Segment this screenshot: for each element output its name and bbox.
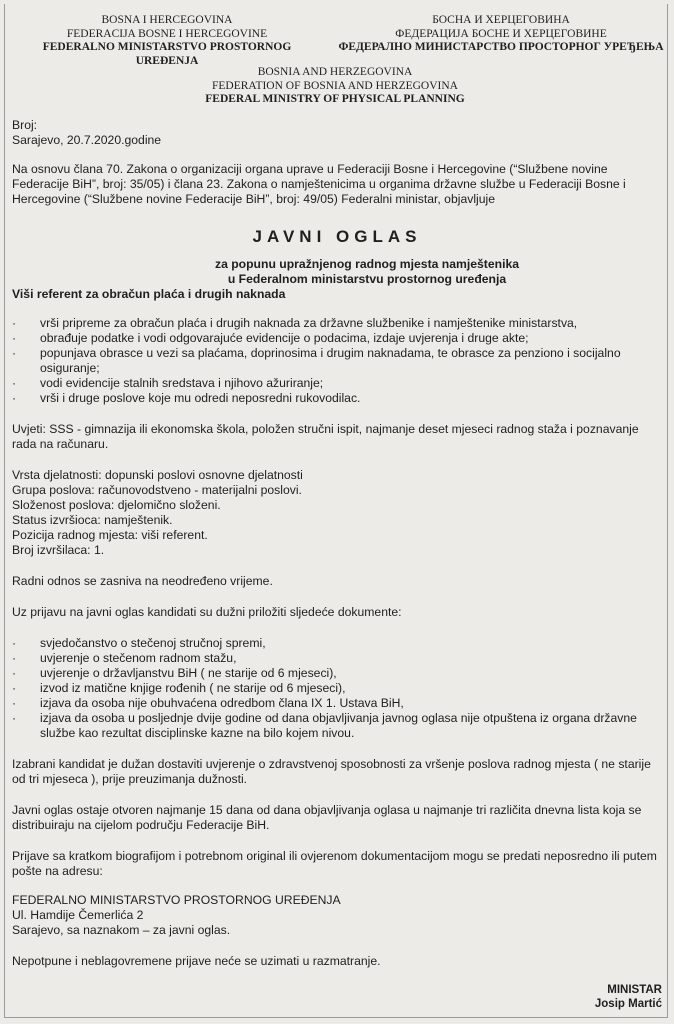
documents-list — [12, 636, 662, 741]
health-paragraph: Izabrani kandidat je dužan dostaviti uvjerenje o zdravstvenoj sposobnosti za vršenje poslova radnog mjesta ( ne starije od tri mjeseca ), prije preuzimanja dužnosti. — [12, 757, 651, 786]
doc-number: Broj: — [12, 118, 38, 132]
list-item — [12, 666, 662, 681]
signature-title: MINISTAR — [607, 984, 662, 996]
header-left-line-3: FEDERALNO MINISTARSTVO PROSTORNOG UREĐENJA — [42, 41, 292, 67]
document-text: svjedočanstvo o stečenoj stručnoj spremi, — [40, 636, 266, 650]
document-text: izvod iz matične knjige rođenih ( ne starije od 6 mjeseci), — [40, 681, 346, 695]
bullet-icon: · — [12, 696, 17, 710]
signature-name: Josip Martić — [594, 998, 662, 1010]
bullet-icon: · — [12, 316, 17, 330]
list-item — [12, 346, 662, 376]
bullet-icon: · — [12, 391, 17, 405]
duty-text: vrši i druge poslove koje mu odredi neposredni rukovodilac. — [40, 391, 361, 405]
list-item — [12, 331, 662, 346]
bullet-icon: · — [12, 651, 17, 665]
bullet-icon: · — [12, 666, 17, 680]
duties-list — [12, 316, 662, 406]
header-left-line-1: BOSNA I HERCEGOVINA — [101, 14, 233, 26]
header-left-line-2: FEDERACIJA BOSNE I HERCEGOVINE — [66, 27, 268, 40]
intro-paragraph: Na osnovu člana 70. Zakona o organizaciji organa uprave u Federaciji Bosne i Hercegovine (“Službene novine Federacije BiH”, broj: 35/05) i člana 23. Zakona o namještenicima u organima državne službe u Federaciji Bosne i Hercegovine (“Službene novine Federacije BiH”, broj: 49/05) Federalni ministar, objavljuje — [12, 162, 626, 206]
address-line: FEDERALNO MINISTARSTVO PROSTORNOG UREĐENJA — [12, 893, 341, 907]
bullet-icon: · — [12, 376, 17, 390]
address-block — [12, 893, 662, 938]
header-center — [100, 66, 570, 107]
subtitle-line-1: za popunu upražnjenog radnog mjesta namještenika — [214, 257, 520, 271]
position-title: Viši referent za obračun plaća i drugih naknada — [12, 287, 286, 301]
detail-line: Broj izvršilaca: 1. — [12, 543, 105, 557]
closing-paragraph: Nepotpune i neblagovremene prijave neće se uzimati u razmatranje. — [12, 954, 381, 968]
duty-text: popunjava obrasce u vezi sa plaćama, doprinosima i drugim naknadama, te obrasce za penziono i socijalno osiguranje; — [40, 346, 621, 375]
document-text: uvjerenje o državljanstvu BiH ( ne starije od 6 mjeseci), — [40, 666, 337, 680]
notice-subtitle — [12, 257, 662, 287]
list-item — [12, 696, 662, 711]
duration-paragraph: Javni oglas ostaje otvoren najmanje 15 dana od dana objavljivanja oglasa u najmanje tri različita dnevna lista koja se distribuiraju na cijelom području Federacije BiH. — [12, 803, 642, 832]
employment-paragraph: Radni odnos se zasniva na neodređeno vrijeme. — [12, 574, 273, 588]
list-item — [12, 636, 662, 651]
list-item — [12, 391, 662, 406]
header-left — [12, 14, 322, 68]
document-text: uvjerenje o stečenom radnom stažu, — [40, 651, 237, 665]
header-right-line-3: ФЕДЕРАЛНО МИНИСТАРСТВО ПРОСТОРНОГ УРЕЂЕЊА — [338, 41, 664, 53]
header-center-line-3: FEDERAL MINISTRY OF PHYSICAL PLANNING — [205, 93, 465, 105]
detail-line: Grupa poslova: računovodstveno - materijalni poslovi. — [12, 483, 302, 497]
duty-text: vrši pripreme za obračun plaća i drugih naknada za državne službenike i namještenike ministarstva, — [40, 316, 578, 330]
list-item — [12, 316, 662, 331]
bullet-icon: · — [12, 636, 17, 650]
bullet-icon: · — [12, 346, 17, 360]
address-line: Sarajevo, sa naznakom – za javni oglas. — [12, 923, 231, 937]
conditions-paragraph: Uvjeti: SSS - gimnazija ili ekonomska škola, položen stručni ispit, najmanje deset mjeseci radnog staža i poznavanje rada na računaru. — [12, 422, 639, 451]
address-line: Ul. Hamdije Čemerlića 2 — [12, 908, 144, 922]
list-item — [12, 681, 662, 696]
detail-line: Status izvršioca: namještenik. — [12, 513, 173, 527]
list-item — [12, 651, 662, 666]
detail-line: Složenost poslova: djelomično složeni. — [12, 498, 221, 512]
duty-text: vodi evidencije stalnih sredstava i njihovo ažuriranje; — [40, 376, 324, 390]
bullet-icon: · — [12, 681, 17, 695]
list-item — [12, 711, 662, 741]
document-text: izjava da osoba u posljednje dvije godine od dana objavljivanja javnog oglasa nije otpuštena iz organa državne službe kao rezultat disciplinske kazne na bilo kojem nivou. — [40, 711, 637, 740]
detail-line: Vrsta djelatnosti: dopunski poslovi osnovne djelatnosti — [12, 468, 303, 482]
header-right-line-1: БОСНА И ХЕРЦЕГОВИНА — [432, 14, 570, 26]
header-center-line-1: BOSNIA AND HERZEGOVINA — [257, 66, 413, 78]
bullet-icon: · — [12, 711, 17, 725]
notice-title: JAVNI OGLAS — [252, 227, 422, 246]
signature-block — [595, 983, 662, 1011]
header-center-line-2: FEDERATION OF BOSNIA AND HERZEGOVINA — [212, 79, 458, 92]
document-text: izjava da osoba nije obuhvaćena odredbom člana IX 1. Ustava BiH, — [40, 696, 404, 710]
subtitle-line-2: u Federalnom ministarstvu prostornog uređenja — [227, 272, 507, 286]
documents-intro: Uz prijavu na javni oglas kandidati su dužni priložiti sljedeće dokumente: — [12, 605, 402, 619]
submission-paragraph: Prijave sa kratkom biografijom i potrebnom original ili ovjerenom dokumentacijom mogu se predati neposredno ili putem pošte na adresu: — [12, 849, 657, 878]
notice-body — [12, 118, 662, 969]
header-right-line-2: ФЕДЕРАЦИЈА БОСНЕ И ХЕРЦЕГОВИНЕ — [395, 27, 607, 40]
header-right — [336, 14, 666, 55]
doc-date: Sarajevo, 20.7.2020.godine — [12, 133, 162, 147]
position-details — [12, 468, 662, 558]
duty-text: obrađuje podatke i vodi odgovarajuće evidencije o podacima, izdaje uvjerenja i druge akte; — [40, 331, 529, 345]
detail-line: Pozicija radnog mjesta: viši referent. — [12, 528, 208, 542]
list-item — [12, 376, 662, 391]
bullet-icon: · — [12, 331, 17, 345]
